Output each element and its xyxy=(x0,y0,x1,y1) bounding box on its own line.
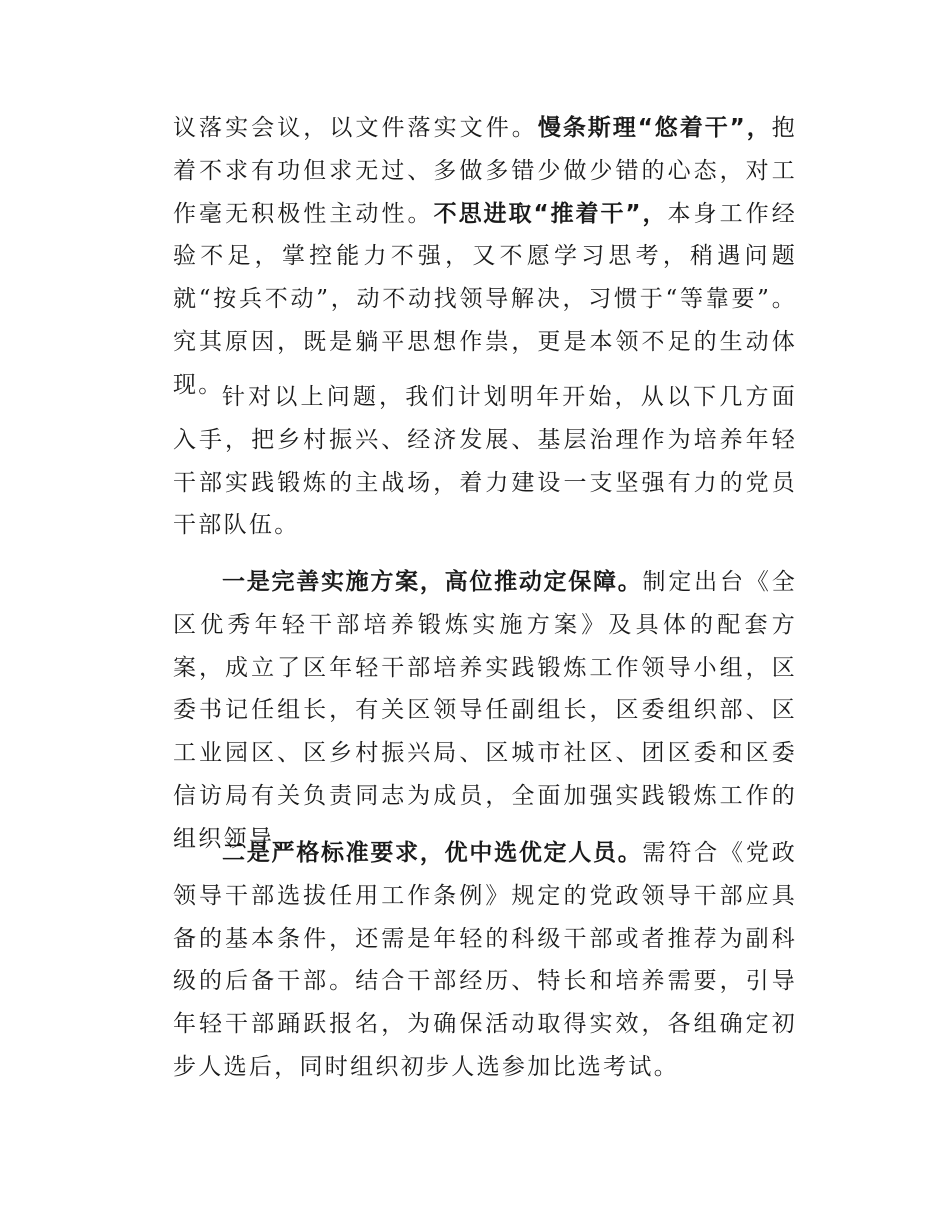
paragraph-point-two xyxy=(173,832,797,1089)
paragraph-work-attitude xyxy=(173,107,797,407)
text-segment: 抱着不求有功但求无过、多做多错少做少错的心态，对工作毫无积极性主动性。 xyxy=(173,115,798,227)
text-segment: 针对以上问题，我们计划明年开始，从以下几方面入手，把乡村振兴、经济发展、基层治理作为培养年轻干部实践锻炼的主战场，着力建设一支坚强有力的党员干部队伍。 xyxy=(173,384,797,539)
paragraph-plan-intro xyxy=(173,376,797,547)
bold-heading-segment: 一是完善实施方案，高位推动定保障。 xyxy=(222,569,643,595)
text-segment: 需符合《党政领导干部选拔任用工作条例》规定的党政领导干部应具备的基本条件，还需是年轻的科级干部或者推荐为副科级的后备干部。结合干部经历、特长和培养需要，引导年轻干部踊跃报名，为确保活动取得实效，各组确定初步人选后，同时组织初步人选参加比选考试。 xyxy=(173,840,797,1080)
bold-heading-segment: 慢条斯理“悠着干”， xyxy=(537,115,772,141)
paragraph-point-one xyxy=(173,561,797,861)
text-segment: 制定出台《全区优秀年轻干部培养锻炼实施方案》及具体的配套方案，成立了区年轻干部培养实践锻炼工作领导小组，区委书记任组长，有关区领导任副组长，区委组织部、区工业园区、区乡村振兴局、区城市社区、团区委和区委信访局有关负责同志为成员，全面加强实践锻炼工作的组织领导。 xyxy=(173,569,797,852)
bold-heading-segment: 二是严格标准要求，优中选优定人员。 xyxy=(222,840,643,866)
text-segment: 议落实会议，以文件落实文件。 xyxy=(173,115,538,141)
bold-heading-segment: 不思进取“推着干”， xyxy=(433,200,668,227)
text-segment: 本身工作经验不足，掌控能力不强，又不愿学习思考，稍遇问题就“按兵不动”，动不动找领导解决，习惯于“等靠要”。究其原因，既是躺平思想作祟，更是本领不足的生动体现。 xyxy=(173,200,798,398)
